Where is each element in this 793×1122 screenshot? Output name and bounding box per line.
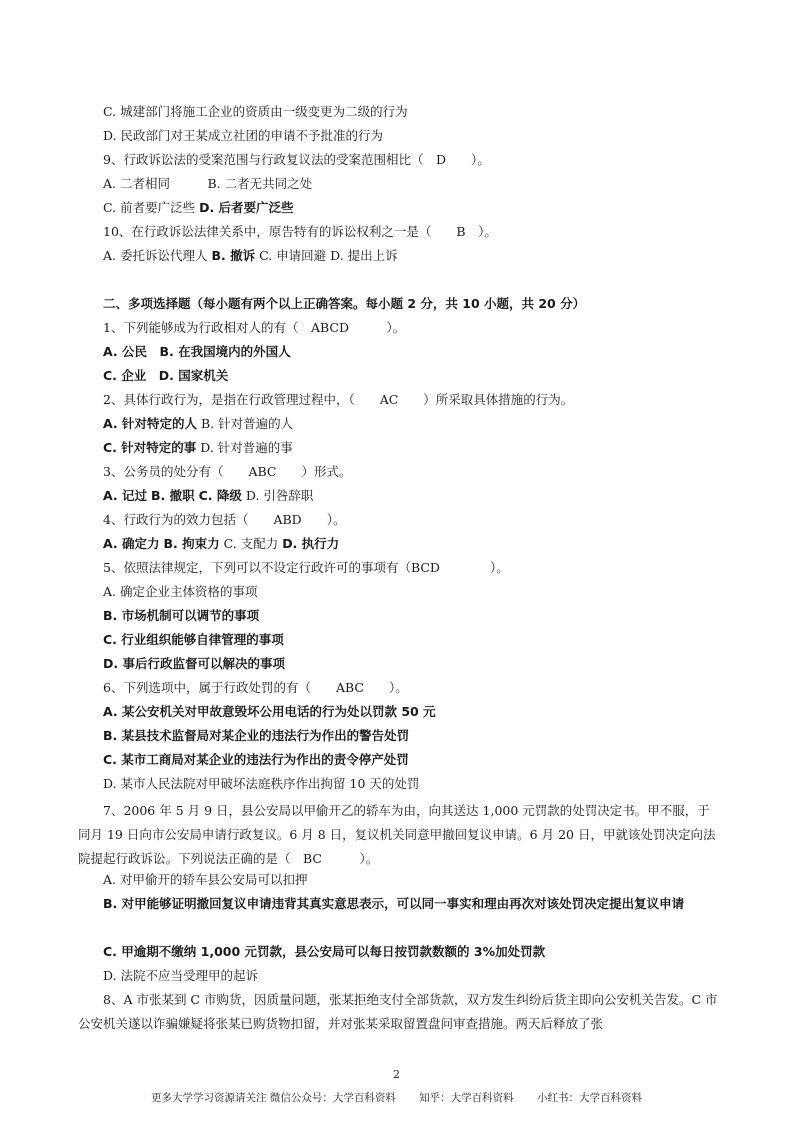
option-c-q8: C. 城建部门将施工企业的资质由一级变更为二级的行为 xyxy=(103,104,408,119)
mq7-option-a: A. 对甲偷开的轿车县公安局可以扣押 xyxy=(103,872,308,887)
footer-zhihu: 知乎：大学百科资料 xyxy=(419,1092,514,1104)
q10-option-a: A. 委托诉讼代理人 xyxy=(103,248,208,263)
mq4-option-c: C. 支配力 xyxy=(223,536,279,551)
mq-2: 2、具体行政行为，是指在行政管理过程中，（ AC ）所采取具体措施的行为。 xyxy=(103,392,574,407)
q9-option-c: C. 前者要广泛些 xyxy=(103,200,196,215)
section-heading: 二、多项选择题（每小题有两个以上正确答案。每小题 2 分，共 10 小题，共 20 分） xyxy=(103,296,586,311)
mq7-option-d: D. 法院不应当受理甲的起诉 xyxy=(103,968,259,983)
q9-option-d: D. 后者要广泛些 xyxy=(199,200,294,215)
mq4-option-a: A. 确定力 xyxy=(103,536,160,551)
page-number: 2 xyxy=(393,1068,400,1081)
mq3-option-c: C. 降级 xyxy=(198,488,242,503)
mq6-option-b: B. 某县技术监督局对某企业的违法行为作出的警告处罚 xyxy=(103,728,410,743)
mq2-options-ab xyxy=(103,415,733,433)
mq6-option-d: D. 某市人民法院对甲破坏法庭秩序作出拘留 10 天的处罚 xyxy=(103,776,420,791)
q10-option-b: B. 撤诉 xyxy=(211,248,256,263)
mq5-option-b: B. 市场机制可以调节的事项 xyxy=(103,608,260,623)
q10-option-d: D. 提出上诉 xyxy=(330,248,398,263)
mq4-options xyxy=(103,535,733,553)
mq-8: 8、A 市张某到 C 市购货，因质量问题，张某拒绝支付全部货款，双方发生纠纷后货主即向公安机关告发。C 市公安机关遂以诈骗嫌疑将张某已购货物扣留，并对张某采取留置盘问审查措施。两天后释放了张 xyxy=(78,992,718,1031)
footer-xiaohongshu: 小红书：大学百科资料 xyxy=(537,1092,643,1104)
mq5-option-a: A. 确定企业主体资格的事项 xyxy=(103,584,258,599)
mq4-option-d: D. 执行力 xyxy=(282,536,340,551)
mq-6: 6、下列选项中，属于行政处罚的有（ ABC ）。 xyxy=(103,680,408,695)
q10-options xyxy=(103,247,733,265)
mq-7: 7、2006 年 5 月 9 日，县公安局以甲偷开乙的轿车为由，向其送达 1,000 元罚款的处罚决定书。甲不服，于同月 19 日向市公安局申请行政复议。6 月 8 日，复议机关同意甲撤回复议申请。6 月 20 日，甲就该处罚决定向法院提起行政诉讼。下列说法正确的是（ BC ）。 xyxy=(78,803,716,866)
mq3-option-d: D. 引咎辞职 xyxy=(245,488,314,503)
q9-options-cd xyxy=(103,199,733,217)
mq-4: 4、行政行为的效力包括（ ABD ）。 xyxy=(103,512,346,527)
mq1-options-ab: A. 公民 B. 在我国境内的外国人 xyxy=(103,344,291,359)
mq5-option-d: D. 事后行政监督可以解决的事项 xyxy=(103,656,285,671)
mq4-option-b: B. 拘束力 xyxy=(163,536,220,551)
q10-option-c: C. 申请回避 xyxy=(259,248,327,263)
option-d-q8: D. 民政部门对王某成立社团的申请不予批准的行为 xyxy=(103,128,384,143)
mq-3: 3、公务员的处分有（ ABC ）形式。 xyxy=(103,464,352,479)
mq2-option-c: C. 针对特定的事 xyxy=(103,440,197,455)
mq3-options xyxy=(103,487,733,505)
mq6-option-c: C. 某市工商局对某企业的违法行为作出的责令停产处罚 xyxy=(103,752,409,767)
mq3-option-b: B. 撤职 xyxy=(151,488,195,503)
mq6-option-a: A. 某公安机关对甲故意毁坏公用电话的行为处以罚款 50 元 xyxy=(103,704,436,719)
mq2-options-cd xyxy=(103,439,733,457)
mq7-option-b: B. 对甲能够证明撤回复议申请违背其真实意思表示，可以同一事实和理由再次对该处罚决定提出复议申请 xyxy=(103,896,685,911)
question-10: 10、在行政诉讼法律关系中，原告特有的诉讼权利之一是（ B ）。 xyxy=(103,224,497,239)
mq-1: 1、下列能够成为行政相对人的有（ ABCD ）。 xyxy=(103,320,406,335)
mq5-option-c: C. 行业组织能够自律管理的事项 xyxy=(103,632,284,647)
mq3-option-a: A. 记过 xyxy=(103,488,148,503)
q9-options-ab: A. 二者相同 B. 二者无共同之处 xyxy=(103,176,313,191)
mq1-options-cd: C. 企业 D. 国家机关 xyxy=(103,368,229,383)
mq2-option-b: B. 针对普遍的人 xyxy=(201,416,294,431)
mq2-option-a: A. 针对特定的人 xyxy=(103,416,198,431)
footer xyxy=(0,1090,793,1105)
footer-wechat: 更多大学学习资源请关注 微信公众号：大学百科资料 xyxy=(150,1092,396,1104)
mq7-option-c: C. 甲逾期不缴纳 1,000 元罚款，县公安局可以每日按罚款数额的 3%加处罚款 xyxy=(103,944,546,959)
mq-5: 5、依照法律规定，下列可以不设定行政许可的事项有（BCD ）。 xyxy=(103,560,509,575)
question-9: 9、行政诉讼法的受案范围与行政复议法的受案范围相比（ D ）。 xyxy=(103,152,490,167)
mq2-option-d: D. 针对普遍的事 xyxy=(200,440,293,455)
